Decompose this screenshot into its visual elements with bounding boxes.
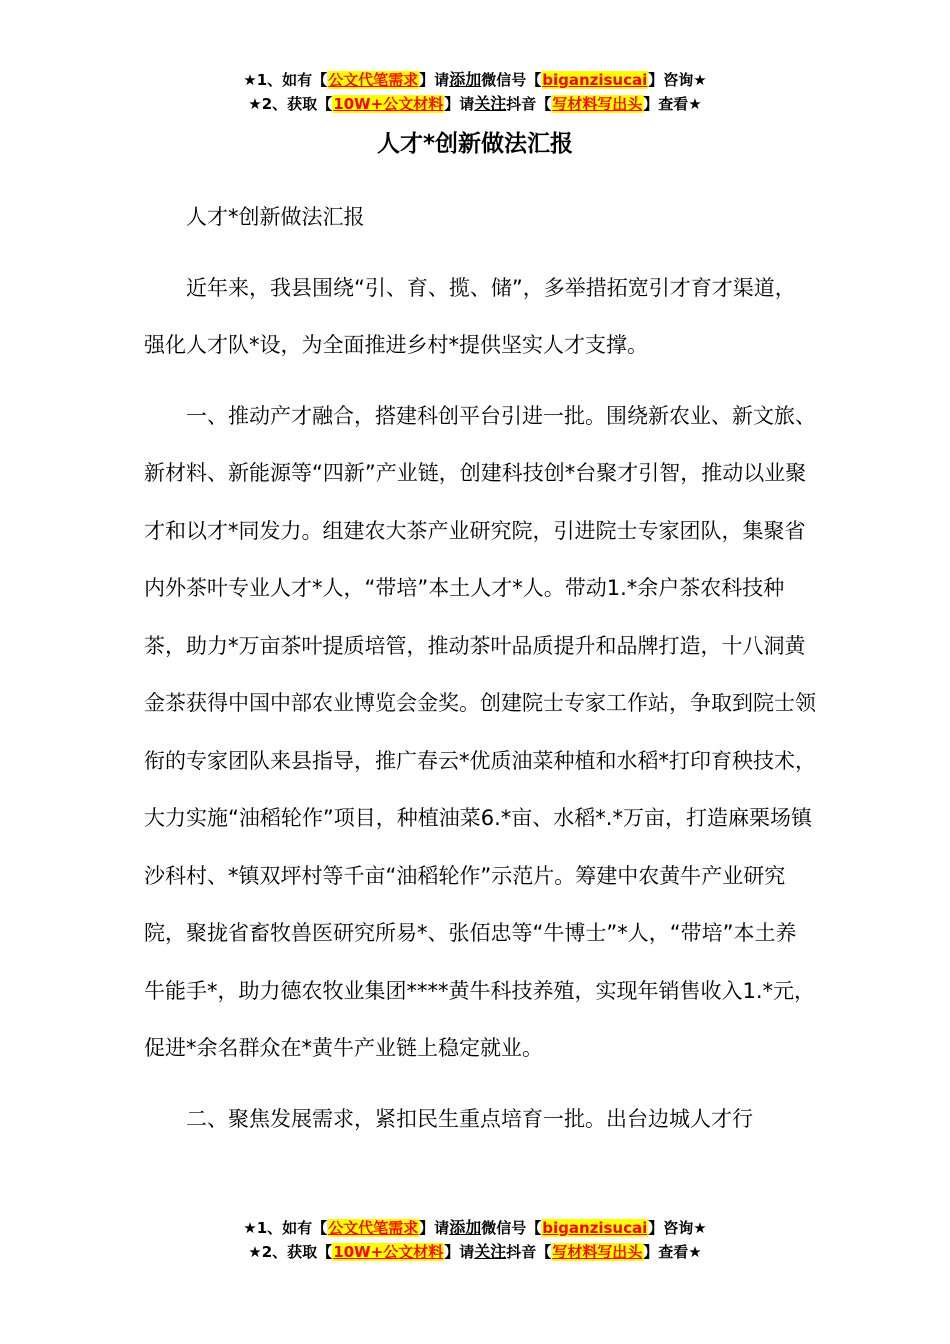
promo-banner-bottom (0, 1216, 950, 1264)
promo-highlight-materials: 10W+公文材料 (333, 1243, 444, 1261)
paragraph-section-2: 二、聚焦发展需求，紧扣民生重点培育一批。出台边城人才行 (186, 1106, 753, 1131)
promo-highlight-wechat-id: biganzisucai (542, 1219, 648, 1237)
promo-text: 】请 (419, 71, 450, 89)
promo-highlight-wechat-id: biganzisucai (542, 71, 648, 89)
promo-text: 】请 (419, 1219, 450, 1237)
document-body (144, 189, 816, 1148)
promo-text: ★1、如有【 (243, 71, 328, 89)
promo-text: ★1、如有【 (243, 1219, 328, 1237)
promo-emphasis: 添加 (449, 1218, 482, 1237)
promo-text: 】请 (444, 95, 475, 113)
promo-line-contact (0, 68, 950, 92)
promo-line-contact (0, 1216, 950, 1240)
promo-emphasis: 关注 (474, 1242, 507, 1261)
paragraph-intro: 近年来，我县围绕“引、育、揽、储”，多举措拓宽引才育才渠道，强化人才队*设，为全面推进乡村*提供坚实人才支撑。 (144, 275, 796, 357)
promo-banner-top (0, 68, 950, 116)
promo-text: 】咨询★ (648, 71, 707, 89)
promo-emphasis: 关注 (474, 94, 507, 113)
promo-emphasis: 添加 (449, 70, 482, 89)
promo-highlight-douyin-id: 写材料写出头 (552, 1243, 643, 1261)
document-title: 人才*创新做法汇报 (376, 131, 574, 157)
promo-text: 】查看★ (643, 95, 702, 113)
paragraph-subtitle: 人才*创新做法汇报 (186, 205, 365, 229)
promo-highlight-service: 公文代笔需求 (328, 71, 419, 89)
promo-text: ★2、获取【 (248, 95, 333, 113)
promo-text: 】查看★ (643, 1243, 702, 1261)
promo-text: ★2、获取【 (248, 1243, 333, 1261)
paragraph-section-1: 一、推动产才融合，搭建科创平台引进一批。围绕新农业、新文旅、新材料、新能源等“四新”产业链，创建科技创*台聚才引智，推动以业聚才和以才*同发力。组建农大茶产业研究院，引进院士专家团队，集聚省内外茶叶专业人才*人，“带培”本土人才*人。带动1.*余户茶农科技种茶，助力*万亩茶叶提质培管，推动茶叶品质提升和品牌打造，十八洞黄金茶获得中国中部农业博览会金奖。创建院士专家工作站，争取到院士领衔的专家团队来县指导，推广春云*优质油菜种植和水稻*打印育秧技术，大力实施“油稻轮作”项目，种植油菜6.*亩、水稻*.*万亩，打造麻栗场镇沙科村、*镇双坪村等千亩“油稻轮作”示范片。筹建中农黄牛产业研究院，聚拢省畜牧兽医研究所易*、张佰忠等“牛博士”*人，“带培”本土养牛能手*，助力德农牧业集团****黄牛科技养殖，实现年销售收入1.*元，促进*余名群众在*黄牛产业链上稳定就业。 (144, 403, 816, 1060)
promo-text: 微信号【 (481, 71, 542, 89)
promo-highlight-materials: 10W+公文材料 (333, 95, 444, 113)
promo-text: 】请 (444, 1243, 475, 1261)
promo-highlight-douyin-id: 写材料写出头 (552, 95, 643, 113)
promo-text: 抖音【 (506, 95, 552, 113)
promo-highlight-service: 公文代笔需求 (328, 1219, 419, 1237)
promo-line-materials (0, 92, 950, 116)
promo-line-materials (0, 1240, 950, 1264)
promo-text: 微信号【 (481, 1219, 542, 1237)
promo-text: 抖音【 (506, 1243, 552, 1261)
promo-text: 】咨询★ (648, 1219, 707, 1237)
